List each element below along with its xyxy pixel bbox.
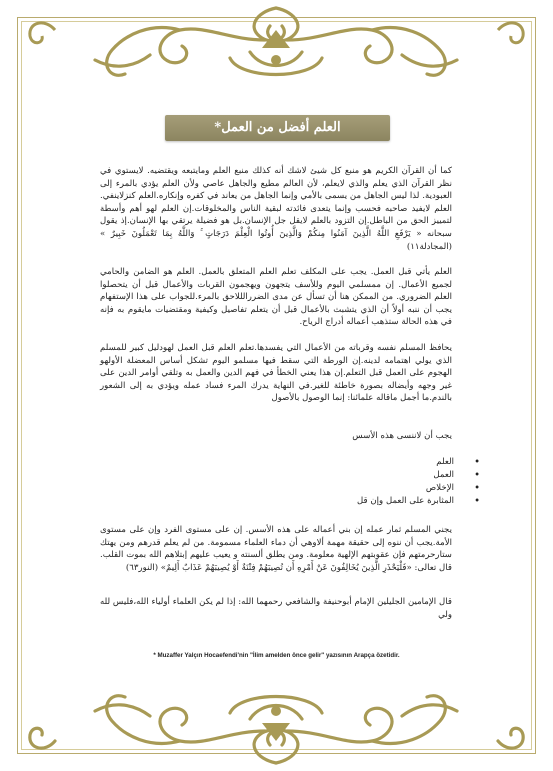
list-item: • العمل: [330, 469, 480, 482]
paragraph-5: [100, 596, 452, 621]
footnote: * Muzaffer Yalçın Hocaefendi'nin "İlim amelden önce gelir" yazısının Arapça özetidir.: [153, 652, 400, 659]
paragraph-2: [100, 266, 452, 329]
paragraph-1: [100, 165, 452, 253]
list-item: • المثابرة على العمل وإن قل: [330, 495, 480, 508]
paragraph-text: العلم يأتي قبل العمل. يجب على المكلف تعلم العلم المتعلق بالعمل. العلم هو الضامن والحامي لجميع الأعمال. إن ممسلمي اليوم وللأسف يتجهون ويهجمون القربات والأعمال قبل أن يتحصلوا العلم الضروري. من الممكن هنا أن تسأل عن مدى الضررالللاحق بالمرء.للجواب على هذا الإستفهام يجب أن ننبه أولاً أن الذي يتشبث بالأعمال قبل أن يتعلم تفاصيل وكيفية ومقتضيات مايقوم به فإنه في هذه الحالة ستذهب أعماله أدراج الرياح.: [100, 267, 452, 328]
paragraph-text: يجب أن لاننسى هذه الأسس: [352, 431, 452, 441]
bottom-ornament: [0, 671, 553, 771]
paragraph-4: [100, 524, 452, 574]
title-band: [165, 115, 390, 141]
paragraph-text: كما أن القرآن الكريم هو منبع كل شيئ لاشك أنه كذلك منبع العلم ومايتبعه ويقتضيه. لايستوي في نظر القرآن الذي يعلم والذي لايعلم، لأن العالم مطيع والجاهل عاصي ولأن العلم يؤدي بالمرء إلى العبودية. لذا ليس الجاهل من يسمى بالأمي وإنما الجاهل من يعاند في كفره وإنكاره.العلم كنزلاينفي. العلم لايفيد صاحبه فحسب وإنما يتعدى فائدته لبقية الناس والمخلوقات.إن العلم لهو أهم وأسطة لتمييز الحق من الباطل.إن التزود بالعلم لايقل جل الإنسان.بل هو فضيلة يرتقي بها الإنسان.إذ يقول سبحانه « يَرْفَعِ اللَّهُ الَّذِينَ آمَنُوا مِنكُمْ وَالَّذِينَ أُوتُوا الْعِلْمَ دَرَجَاتٍ ۚ وَاللَّهُ بِمَا تَعْمَلُونَ خَبِيرٌ » (المجادلة١١): [100, 166, 452, 252]
principles-list: [330, 456, 480, 508]
list-item: • العلم: [330, 456, 480, 469]
paragraph-text: يحافظ المسلم نفسه وقرباته من الأعمال التي يفسدها.تعلم العلم قبل العمل لهودليل كبير للمسلم الذي يولي اهتمامه لدينه.إن الورطة التي سقط فيها مسلمو اليوم تشكل أساس المعضلة الأولهو الهجوم على العمل قبل التعلم.إن هذا يعني الخطأ في فهم الدين والعمل به وتلقي أوامر الدين على غير وجهه وأيضاله بصورة خاطئة للغير.في النهاية يدرك المرء فساد عمله ويؤدي به إلى الشعور بالندم.ما أجمل ماقاله علمائنا: إنما الوصول بالأصول: [100, 343, 452, 404]
list-intro: [100, 430, 452, 443]
paragraph-3: [100, 342, 452, 405]
list-item: • الإخلاص: [330, 482, 480, 495]
paragraph-text: قال الإمامين الجليلين الإمام أبوحنيفة والشافعي رحمهما الله: إذا لم يكن العلماء أولياء الله،فليس لله ولي: [100, 597, 452, 620]
paragraph-text: يجني المسلم ثمار عمله إن بني أعماله على هذه الأسس. إن على مستوى الفرد وإن على مستوى الأمة.يجب أن ننوه إلى حقيقة مهمة ألاوهي أن دماء العلماء مسمومة. من لم يعلم قدرهم ومن يهتك ستارحرمتهم فإن عقوبتهم الإلهية معلومة. ومن يطلق ألسنته و يعيب عليهم إبتلاهم الله بموت القلب. قال تعالى: «فَلْيَحْذَرِ الَّذِينَ يُخَالِفُونَ عَنْ أَمْرِهِ أَن تُصِيبَهُمْ فِتْنَةٌ أَوْ يُصِيبَهُمْ عَذَابٌ أَلِيمٌ» (النور٦٣): [100, 525, 452, 573]
page-title: العلم أفضل من العمل*: [214, 120, 341, 135]
top-ornament: [0, 0, 553, 100]
